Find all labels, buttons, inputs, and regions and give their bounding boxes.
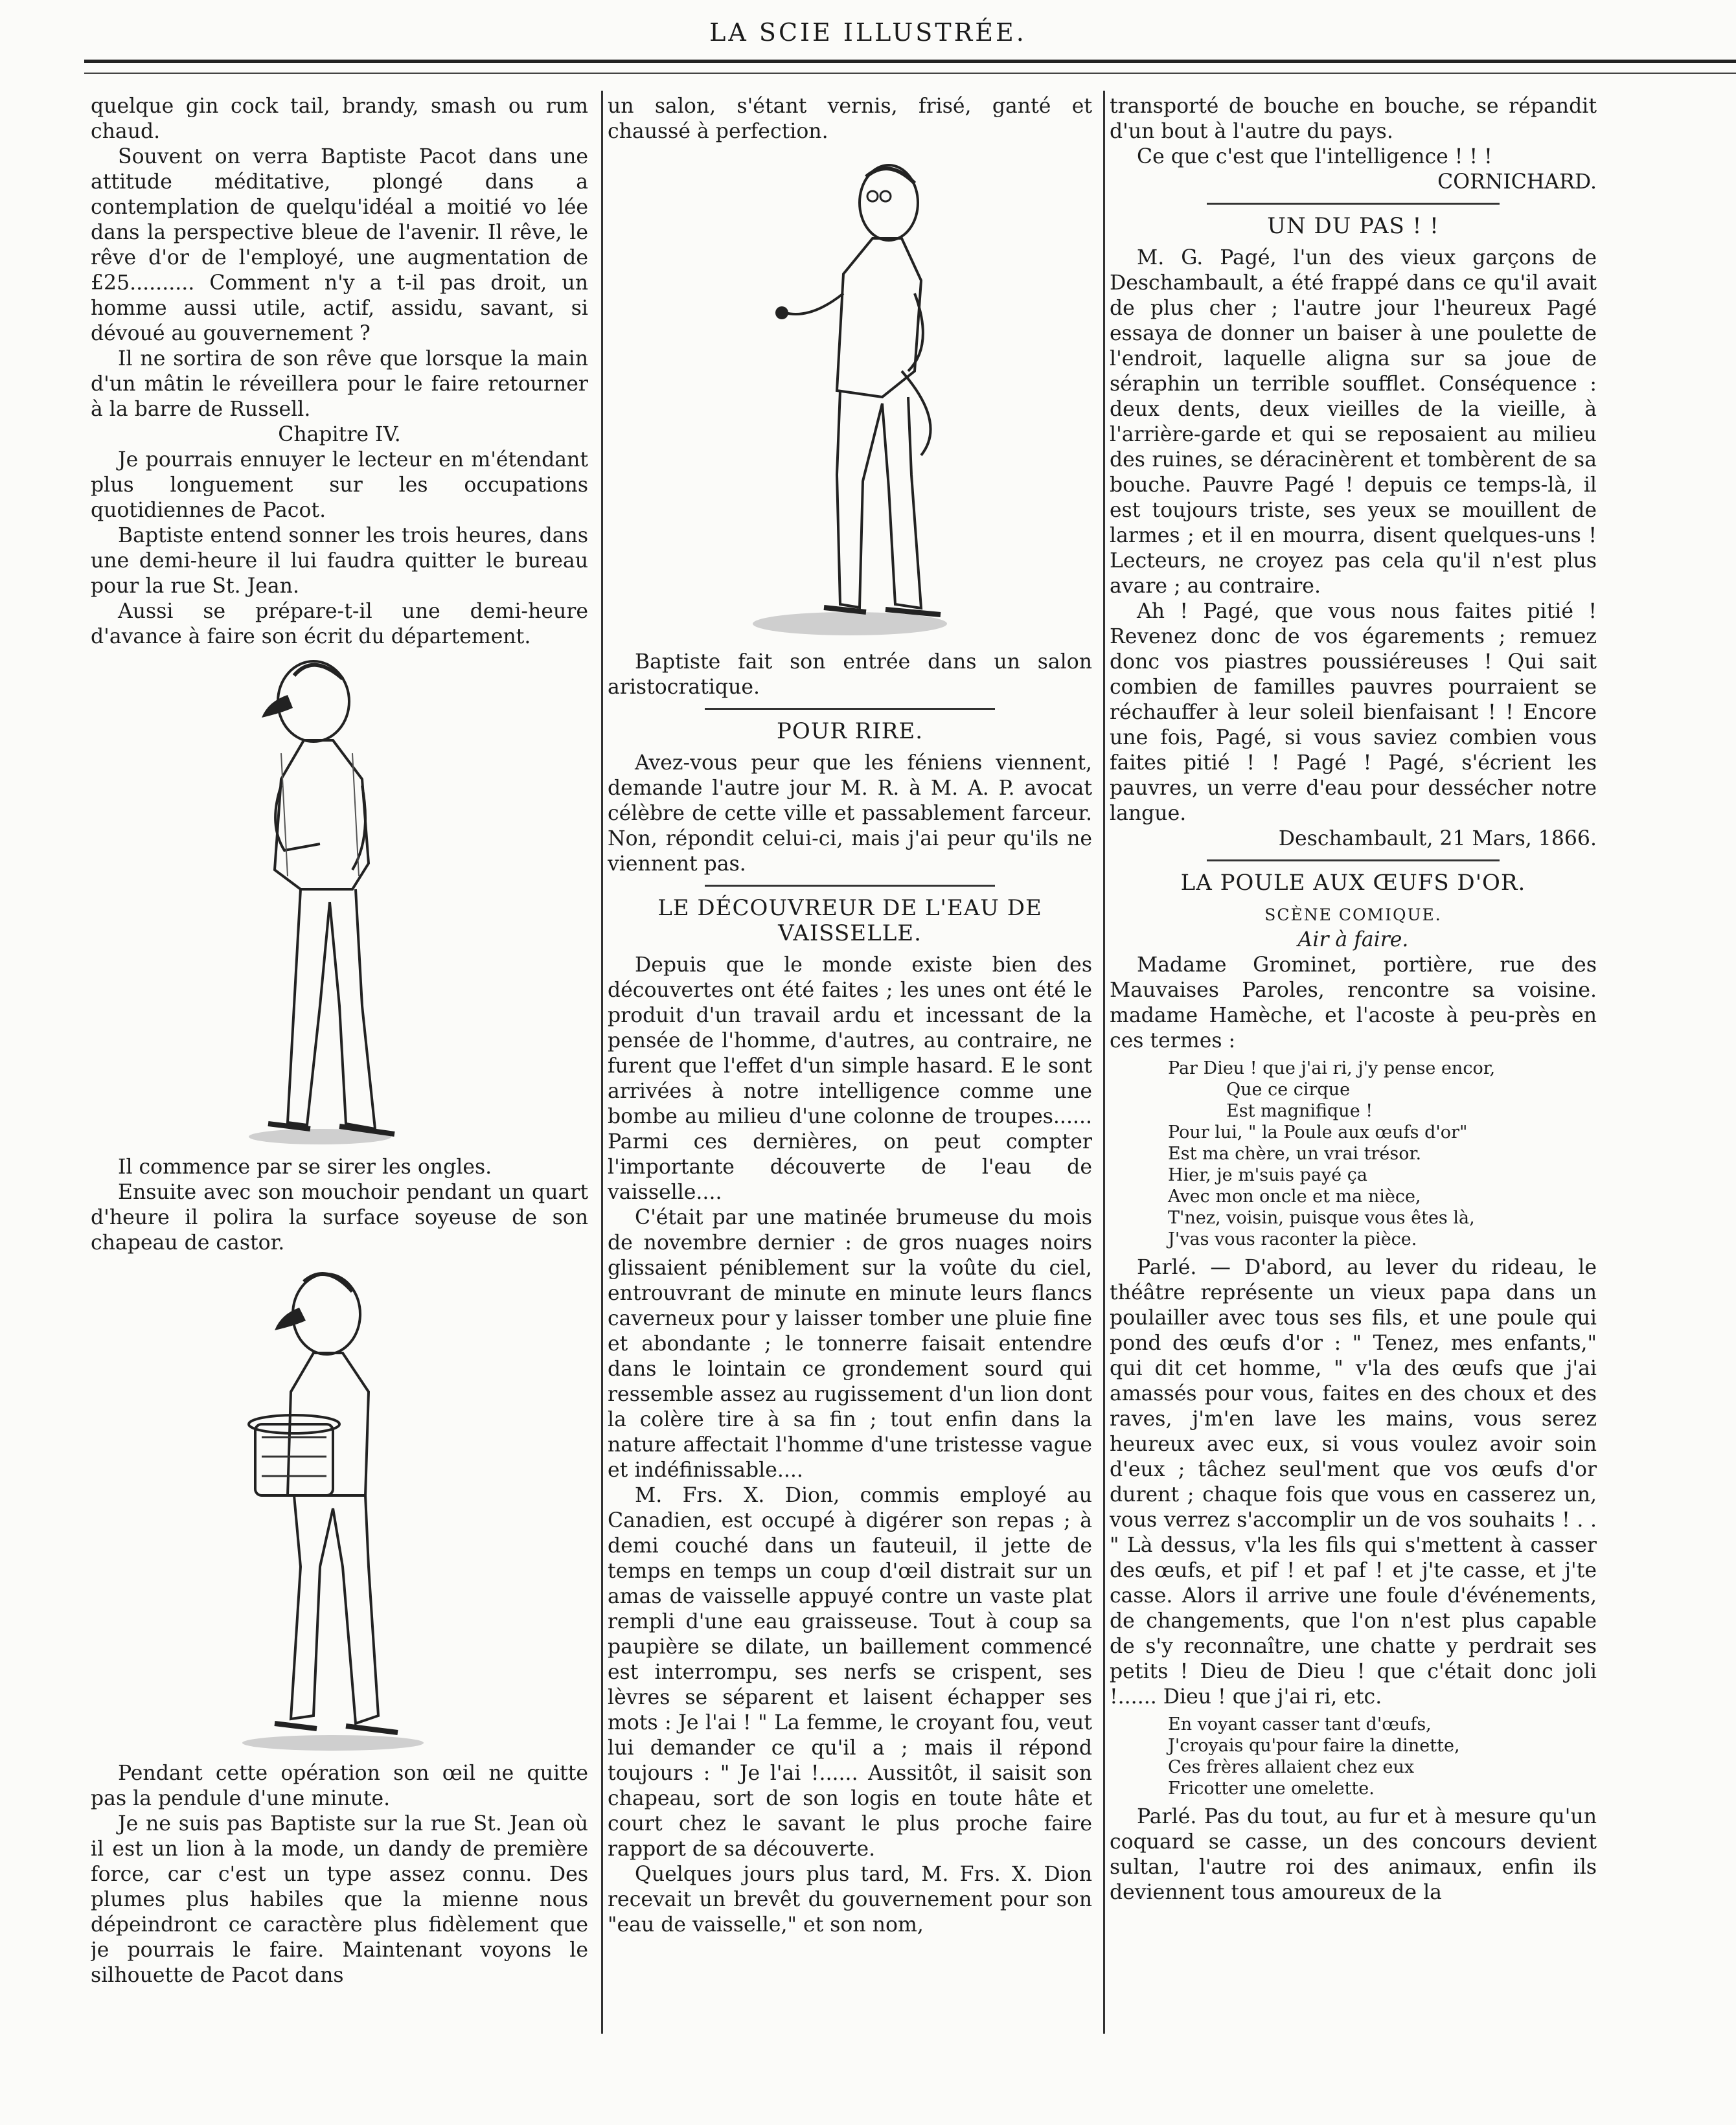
section-heading: UN DU PAS ! ! bbox=[1267, 213, 1439, 239]
verse-block bbox=[1168, 1058, 1597, 1250]
paragraph: quelque gin cock tail, brandy, smash ou rum chaud. bbox=[91, 95, 588, 143]
paragraph: Quelques jours plus tard, M. Frs. X. Dion recevait un brevêt du gouvernement pour son "eau de vaisselle," et son nom, bbox=[608, 1863, 1092, 1937]
verse-block bbox=[1168, 1714, 1597, 1799]
verse-line: Fricotter une omelette. bbox=[1168, 1778, 1375, 1799]
verse-line: J'croyais qu'pour faire la dinette, bbox=[1168, 1736, 1460, 1756]
paragraph: un salon, s'étant vernis, frisé, ganté et chaussé à perfection. bbox=[608, 95, 1092, 143]
signature: CORNICHARD. bbox=[1437, 170, 1597, 194]
column-divider bbox=[601, 91, 603, 2034]
masthead-rule-thick bbox=[84, 60, 1736, 63]
paragraph: Souvent on verra Baptiste Pacot dans une attitude méditative, plongé dans a contemplation de quelqu'idéal a moitié vo lée dans la perspective bleue de l'avenir. Il rêve, le rêve d'or de l'employé, une augmentation de £25.......... Comment n'y a t-il pas droit, un homme aussi utile, actif, assidu, savant, si dévoué au gouvernement ? bbox=[91, 145, 588, 345]
paragraph: transporté de bouche en bouche, se répandit d'un bout à l'autre du pays. bbox=[1110, 95, 1597, 143]
newspaper-title: LA SCIE ILLUSTRÉE. bbox=[709, 18, 1027, 47]
section-rule bbox=[1207, 859, 1499, 861]
verse-line: Que ce cirque bbox=[1226, 1080, 1351, 1100]
verse-line: Est magnifique ! bbox=[1226, 1101, 1373, 1121]
section-heading: LE DÉCOUVREUR DE L'EAU DE VAISSELLE. bbox=[657, 895, 1042, 946]
illustration-nail-filing bbox=[242, 656, 437, 1148]
section-rule bbox=[1207, 203, 1499, 205]
paragraph: Je pourrais ennuyer le lecteur en m'étendant plus longuement sur les occupations quotidiennes de Pacot. bbox=[91, 448, 588, 522]
chapter-heading: Chapitre IV. bbox=[278, 423, 401, 446]
paragraph: Ah ! Pagé, que vous nous faites pitié ! Revenez donc de vos égarements ; remuez donc vos piastres poussiéreuses ! Qui sait combien de familles pauvres pourraient se réchauffer à leur soleil bienfaisant ! ! Encore une fois, Pagé, si vous saviez combien vous faites pitié ! ! Pagé ! Pagé, s'écrient les pauvres, un verre d'eau pour dessécher notre langue. bbox=[1110, 600, 1597, 825]
paragraph: Aussi se prépare-t-il une demi-heure d'avance à faire son écrit du département. bbox=[91, 600, 588, 648]
paragraph: Ensuite avec son mouchoir pendant un quart d'heure il polira la surface soyeuse de son chapeau de castor. bbox=[91, 1181, 588, 1255]
verse-line: Pour lui, " la Poule aux œufs d'or" bbox=[1168, 1122, 1468, 1142]
verse-line: T'nez, voisin, puisque vous êtes là, bbox=[1168, 1208, 1475, 1228]
paragraph: Ce que c'est que l'intelligence ! ! ! bbox=[1137, 145, 1492, 168]
section-rule bbox=[705, 885, 996, 887]
paragraph: Parlé. Pas du tout, au fur et à mesure qu'un coquard se casse, un des concours devient sultan, l'autre roi des animaux, enfin ils deviennent tous amoureux de la bbox=[1110, 1805, 1597, 1904]
verse-line: Ces frères allaient chez eux bbox=[1168, 1757, 1415, 1777]
paragraph: C'était par une matinée brumeuse du mois de novembre dernier : de gros nuages noirs glissaient péniblement sur la voûte du ciel, entrouvrant de minute en minute leurs flancs caverneux pour y laisser tomber une pluie fine et abondante ; le tonnerre faisait entendre dans le lointain ce grondement sourd qui ressemble assez au rugissement d'un lion dont la colère tire à sa fin ; tout enfin dans la nature affectait l'homme d'une tristesse vague et indéfinissable.... bbox=[608, 1206, 1092, 1482]
section-heading: LA POULE AUX ŒUFS D'OR. bbox=[1180, 870, 1526, 896]
paragraph: Il commence par se sirer les ongles. bbox=[118, 1155, 492, 1179]
verse-line: Par Dieu ! que j'ai ri, j'y pense encor, bbox=[1168, 1058, 1496, 1078]
paragraph: M. G. Pagé, l'un des vieux garçons de Deschambault, a été frappé dans ce qu'il avait de plus cher ; l'autre jour l'heureux Pagé essaya de donner un baiser à une poulette de l'endroit, laquelle aligna sur sa joue de séraphin un terrible soufflet. Conséquence : deux dents, deux vieilles de la vieille, à l'arrière-garde et qui se reposaient au milieu des ruines, se déracinèrent et tombèrent de sa bouche. Pauvre Pagé ! depuis ce temps-là, il est toujours triste, ses yeux se mouillent de larmes ; et il en mourra, disent quelques-uns ! Lecteurs, ne croyez pas cela qu'il n'est plus avare ; au contraire. bbox=[1110, 246, 1597, 598]
column-right bbox=[1110, 94, 1597, 2043]
paragraph: Baptiste entend sonner les trois heures, dans une demi-heure il lui faudra quitter le bureau pour la rue St. Jean. bbox=[91, 524, 588, 598]
verse-line: En voyant casser tant d'œufs, bbox=[1168, 1714, 1432, 1734]
paragraph: Avez-vous peur que les féniens viennent, demande l'autre jour M. R. à M. A. P. avocat célèbre de cette ville et passablement farceur. Non, répondit celui-ci, mais j'ai peur qu'ils ne viennent pas. bbox=[608, 751, 1092, 876]
column-divider bbox=[1103, 91, 1105, 2034]
paragraph: Depuis que le monde existe bien des découvertes ont été faites ; les unes ont été le produit d'un travail ardu et incessant de la pensée de l'homme, d'autres, au contraire, ne furent que l'effet d'un simple hasard. E le sont arrivées à notre intelligence comme une bombe au milieu d'une colonne de troupes...... Parmi ces dernières, on peut compter l'importante découverte de l'eau de vaisselle.... bbox=[608, 953, 1092, 1204]
paragraph: Pendant cette opération son œil ne quitte pas la pendule d'une minute. bbox=[91, 1762, 588, 1810]
section-heading: POUR RIRE. bbox=[776, 718, 924, 744]
caption: Baptiste fait son entrée dans un salon aristocratique. bbox=[608, 650, 1092, 699]
column-left bbox=[91, 94, 588, 2043]
column-middle bbox=[608, 94, 1092, 2043]
masthead-rule-thin bbox=[84, 73, 1736, 74]
verse-line: Avec mon oncle et ma nièce, bbox=[1168, 1187, 1421, 1207]
paragraph: M. Frs. X. Dion, commis employé au Canadien, est occupé à digérer son repas ; à demi couché dans un fauteuil, il jette de temps en temps un coup d'œil distrait sur un amas de vaisselle appuyé contre un vaste plat rempli d'une eau graisseuse. Tout à coup sa paupière se dilate, un baillement commencé est interrompu, ses nerfs se crispent, ses lèvres se séparent et laisent échapper ses mots : Je l'ai ! " La femme, le croyant fou, veut lui demander ce qu'il a ; mais il répond toujours : " Je l'ai !...... Aussitôt, il saisit son chapeau, sort de son logis en toute hâte et court chez le savant le plus proche faire rapport de sa découverte. bbox=[608, 1484, 1092, 1861]
illustration-hat-polishing bbox=[229, 1262, 450, 1755]
signature: Deschambault, 21 Mars, 1866. bbox=[1278, 827, 1597, 850]
verse-line: Est ma chère, un vrai trésor. bbox=[1168, 1144, 1422, 1164]
section-rule bbox=[705, 708, 996, 710]
paragraph: Il ne sortira de son rêve que lorsque la main d'un mâtin le réveillera pour le faire retourner à la barre de Russell. bbox=[91, 347, 588, 421]
paragraph: Parlé. — D'abord, au lever du rideau, le théâtre représente un vieux papa dans un poulailler avec tous ses fils, et une poule qui pond des œufs d'or : " Tenez, mes enfants," qui dit cet homme, " v'la des œufs que j'ai amassés pour vous, faites en des choux et des raves, j'm'en lave les mains, vous serez heureux avec eux, si vous voulez avoir soin d'eux ; tâchez seul'ment que vos œufs d'or durent ; chaque fois que vous en casserez un, vous verrez s'accomplir un de vos souhaits ! . . " Là dessus, v'la les fils qui s'mettent à casser des œufs, et pif ! et paf ! et j'te casse, et j'te casse. Alors il arrive une foule d'événements, de changements, que l'on n'est plus capable de s'y reconnaître, une chatte y perdrait ses petits ! Dieu de Dieu ! que c'était donc joli !...... Dieu ! que j'ai ri, etc. bbox=[1110, 1256, 1597, 1709]
subheading: SCÈNE COMIQUE. bbox=[1264, 905, 1442, 924]
paragraph: Je ne suis pas Baptiste sur la rue St. Jean où il est un lion à la mode, un dandy de première force, car c'est un type assez connu. Des plumes plus habiles que la mienne nous dépeindront ce caractère plus fidèlement que je pourrais le faire. Maintenant voyons le silhouette de Pacot dans bbox=[91, 1812, 588, 1987]
verse-line: J'vas vous raconter la pièce. bbox=[1168, 1229, 1417, 1249]
paragraph: Madame Grominet, portière, rue des Mauvaises Paroles, rencontre sa voisine. madame Hamèche, et l'acoste à peu-près en ces termes : bbox=[1110, 953, 1597, 1052]
illustration-salon-entrance bbox=[727, 151, 973, 643]
verse-line: Hier, je m'suis payé ça bbox=[1168, 1165, 1367, 1185]
subheading: Air à faire. bbox=[1297, 928, 1409, 951]
